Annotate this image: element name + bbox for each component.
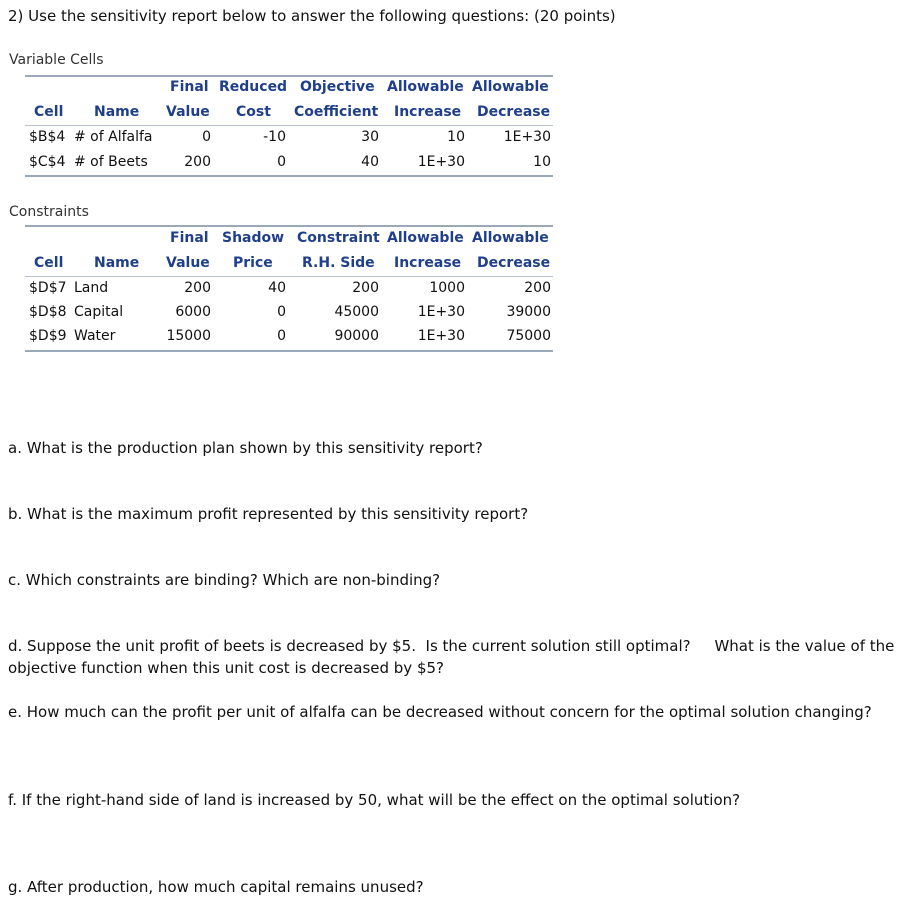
cell-shadow-price: 0 xyxy=(277,328,286,344)
cell-name: Water xyxy=(74,328,116,344)
header-rule xyxy=(25,125,553,126)
header-decrease: Decrease xyxy=(477,104,551,120)
header-cost: Cost xyxy=(236,104,271,120)
table-top-rule xyxy=(25,225,553,227)
cell-ref: $B$4 xyxy=(29,129,66,145)
table-top-rule xyxy=(25,75,553,77)
cell-allowable-decrease: 75000 xyxy=(506,328,551,344)
header-name: Name xyxy=(94,255,140,271)
question-a: a. What is the production plan shown by this sensitivity report? xyxy=(8,439,483,457)
cell-allowable-decrease: 200 xyxy=(524,280,551,296)
header-increase: Increase xyxy=(394,104,462,120)
cell-name: # of Alfalfa xyxy=(74,129,153,145)
header-coefficient: Coefficient xyxy=(294,104,379,120)
cell-shadow-price: 0 xyxy=(277,304,286,320)
table-bottom-rule xyxy=(25,175,553,177)
question-g: g. After production, how much capital remains unused? xyxy=(8,878,424,896)
header-allowable-dec: Allowable xyxy=(472,79,549,95)
cell-shadow-price: 40 xyxy=(268,280,286,296)
cell-rh-side: 45000 xyxy=(334,304,379,320)
cell-ref: $D$9 xyxy=(29,328,67,344)
cell-allowable-decrease: 1E+30 xyxy=(503,129,551,145)
question-f: f. If the right-hand side of land is increased by 50, what will be the effect on the optimal solution? xyxy=(8,791,741,809)
header-final: Final xyxy=(170,79,209,95)
question-header: 2) Use the sensitivity report below to answer the following questions: (20 points) xyxy=(8,7,616,25)
header-rule xyxy=(25,276,553,277)
header-final: Final xyxy=(170,230,209,246)
cell-name: # of Beets xyxy=(74,154,148,170)
question-e: e. How much can the profit per unit of alfalfa can be decreased without concern for the optimal solution changing? xyxy=(8,703,872,721)
question-b: b. What is the maximum profit represented by this sensitivity report? xyxy=(8,505,529,523)
header-reduced: Reduced xyxy=(219,79,288,95)
cell-allowable-decrease: 39000 xyxy=(506,304,551,320)
cell-name: Capital xyxy=(74,304,124,320)
cell-objective-coefficient: 30 xyxy=(361,129,379,145)
cell-allowable-increase: 1000 xyxy=(429,280,465,296)
cell-final-value: 15000 xyxy=(166,328,211,344)
cell-objective-coefficient: 40 xyxy=(361,154,379,170)
header-value: Value xyxy=(166,104,210,120)
header-cell: Cell xyxy=(34,255,64,271)
cell-final-value: 0 xyxy=(202,129,211,145)
cell-final-value: 200 xyxy=(184,154,211,170)
constraints-title: Constraints xyxy=(9,204,89,220)
cell-allowable-decrease: 10 xyxy=(533,154,551,170)
cell-allowable-increase: 1E+30 xyxy=(417,328,465,344)
cell-name: Land xyxy=(74,280,109,296)
header-allowable-dec: Allowable xyxy=(472,230,549,246)
question-d-line1: d. Suppose the unit profit of beets is decreased by $5. Is the current solution still optimal? What is the value of the xyxy=(8,637,895,655)
question-c: c. Which constraints are binding? Which are non-binding? xyxy=(8,571,441,589)
header-objective: Objective xyxy=(300,79,375,95)
header-constraint: Constraint xyxy=(297,230,380,246)
cell-reduced-cost: -10 xyxy=(263,129,286,145)
question-d-line2: objective function when this unit cost is decreased by $5? xyxy=(8,659,444,677)
cell-reduced-cost: 0 xyxy=(277,154,286,170)
cell-allowable-increase: 1E+30 xyxy=(417,304,465,320)
header-increase: Increase xyxy=(394,255,462,271)
header-price: Price xyxy=(233,255,273,271)
cell-final-value: 200 xyxy=(184,280,211,296)
table-bottom-rule xyxy=(25,350,553,352)
variable-cells-title: Variable Cells xyxy=(9,52,104,68)
cell-ref: $D$7 xyxy=(29,280,67,296)
cell-rh-side: 200 xyxy=(352,280,379,296)
cell-ref: $C$4 xyxy=(29,154,66,170)
header-cell: Cell xyxy=(34,104,64,120)
cell-ref: $D$8 xyxy=(29,304,67,320)
cell-rh-side: 90000 xyxy=(334,328,379,344)
header-allowable-inc: Allowable xyxy=(387,230,464,246)
header-name: Name xyxy=(94,104,140,120)
cell-allowable-increase: 10 xyxy=(447,129,465,145)
header-decrease: Decrease xyxy=(477,255,551,271)
header-allowable-inc: Allowable xyxy=(387,79,464,95)
header-value: Value xyxy=(166,255,210,271)
header-rh-side: R.H. Side xyxy=(302,255,375,271)
cell-final-value: 6000 xyxy=(175,304,211,320)
header-shadow: Shadow xyxy=(222,230,285,246)
cell-allowable-increase: 1E+30 xyxy=(417,154,465,170)
